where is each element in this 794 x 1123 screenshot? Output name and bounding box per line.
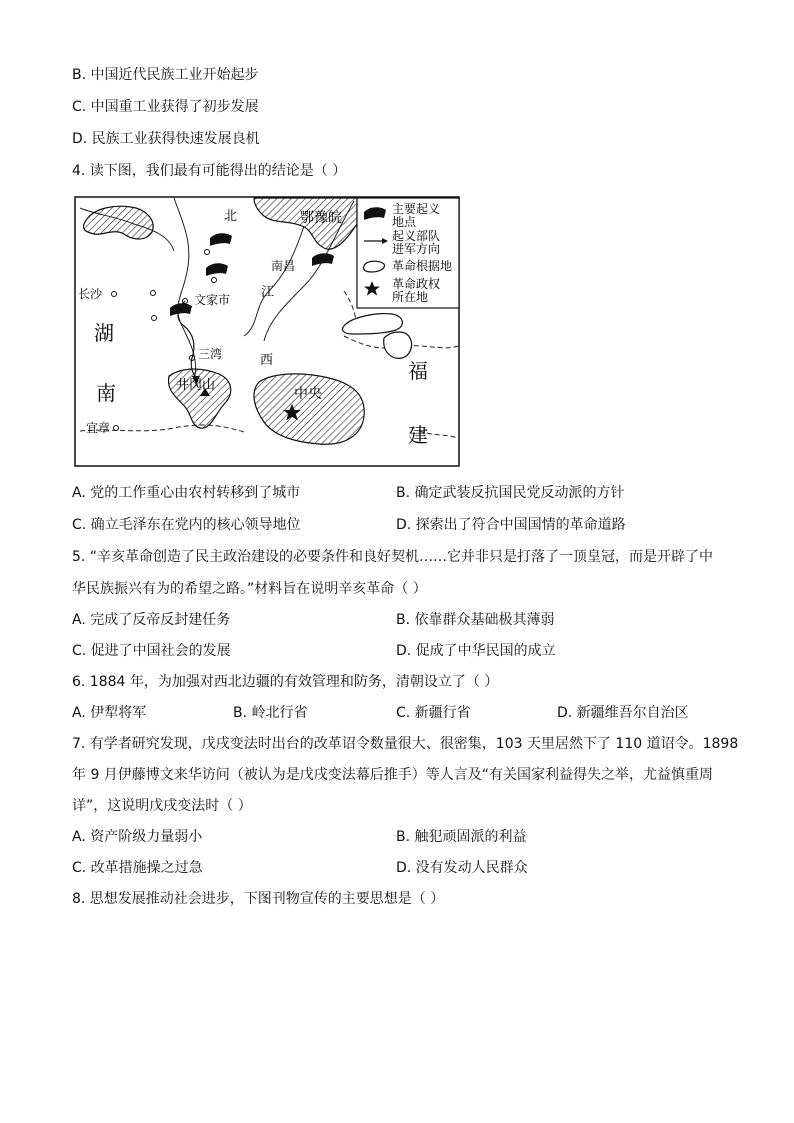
label-wenjiashi: 文家市	[194, 293, 231, 307]
town-dot	[151, 291, 156, 296]
q5-stem-line-1: 5. “辛亥革命创造了民主政治建设的必要条件和良好契机……它并非只是打落了一顶皇冠，而是开辟了中	[72, 549, 714, 565]
q6-option-d: D. 新疆维吾尔自治区	[557, 705, 689, 721]
legend-base-icon	[363, 261, 384, 272]
label-nanchang: 南昌	[271, 259, 296, 273]
q5-option-d: D. 促成了中华民国的成立	[396, 643, 556, 659]
q3-option-c: C. 中国重工业获得了初步发展	[72, 99, 259, 115]
q7-option-d: D. 没有发动人民群众	[396, 860, 528, 876]
label-jinggangshan: 井冈山	[176, 378, 216, 393]
q6-option-a: A. 伊犁将军	[72, 705, 147, 721]
q7-option-b: B. 触犯顽固派的利益	[396, 829, 527, 845]
q4-option-d: D. 探索出了符合中国国情的革命道路	[396, 517, 626, 533]
label-jian: 建	[408, 423, 428, 447]
q6-stem: 6. 1884 年，为加强对西北边疆的有效管理和防务，清朝设立了（ ）	[72, 674, 499, 690]
label-bei: 北	[224, 209, 238, 224]
legend-gov-label-2: 所在地	[392, 290, 429, 304]
legend-uprising-label-2: 地点	[392, 215, 417, 229]
q5-option-b: B. 依靠群众基础极其薄弱	[396, 612, 555, 628]
label-sanwan: 三湾	[198, 347, 223, 361]
label-fu: 福	[408, 359, 428, 383]
town-dot	[205, 250, 210, 255]
legend-uprising-label: 主要起义	[392, 202, 441, 216]
q7-stem-line-3: 详”，这说明戊戌变法时（ ）	[72, 798, 252, 814]
label-xi: 西	[260, 353, 274, 368]
q5-stem-line-2: 华民族振兴有为的希望之路。”材料旨在说明辛亥革命（ ）	[72, 581, 427, 597]
yizhang-dot	[114, 426, 119, 431]
legend-march-label-2: 进军方向	[392, 242, 441, 256]
q5-option-c: C. 促进了中国社会的发展	[72, 643, 231, 659]
q4-map	[74, 196, 460, 468]
legend-gov-label: 革命政权	[392, 277, 441, 291]
q6-option-b: B. 岭北行省	[233, 705, 308, 721]
q7-option-a: A. 资产阶级力量弱小	[72, 829, 203, 845]
label-zhongyang: 中央	[294, 386, 322, 402]
q4-option-c: C. 确立毛泽东在党内的核心领导地位	[72, 517, 301, 533]
q6-option-c: C. 新疆行省	[396, 705, 471, 721]
q8-stem: 8. 思想发展推动社会进步，下图刊物宣传的主要思想是（ ）	[72, 891, 445, 907]
legend-march-label: 起义部队	[392, 229, 441, 243]
label-nan: 南	[96, 381, 116, 405]
q4-option-b: B. 确定武装反抗国民党反动派的方针	[396, 485, 625, 501]
q7-stem-line-2: 年 9 月伊藤博文来华访问（被认为是戊戌变法幕后推手）等人言及“有关国家利益得失之举，尤益慎重周	[72, 767, 714, 783]
legend-base-label: 革命根据地	[392, 259, 453, 273]
changsha-dot	[112, 292, 117, 297]
label-hu: 湖	[94, 321, 114, 345]
q7-stem-line-1: 7. 有学者研究发现，戊戌变法时出台的改革诏令数量很大、很密集，103 天里居然下了 110 道诏令。1898	[72, 736, 739, 752]
q3-option-b: B. 中国近代民族工业开始起步	[72, 67, 259, 83]
q4-option-a: A. 党的工作重心由农村转移到了城市	[72, 485, 301, 501]
q3-option-d: D. 民族工业获得快速发展良机	[72, 131, 260, 147]
label-eyuwan: 鄂豫皖	[300, 210, 342, 226]
label-changsha: 长沙	[78, 287, 103, 301]
town-dot	[212, 278, 217, 283]
q5-option-a: A. 完成了反帝反封建任务	[72, 612, 231, 628]
q4-stem: 4. 读下图，我们最有可能得出的结论是（ ）	[72, 163, 347, 179]
q7-option-c: C. 改革措施操之过急	[72, 860, 203, 876]
label-yizhang: 宜章	[86, 421, 111, 435]
label-jiang: 江	[261, 285, 275, 300]
town-dot	[152, 316, 157, 321]
